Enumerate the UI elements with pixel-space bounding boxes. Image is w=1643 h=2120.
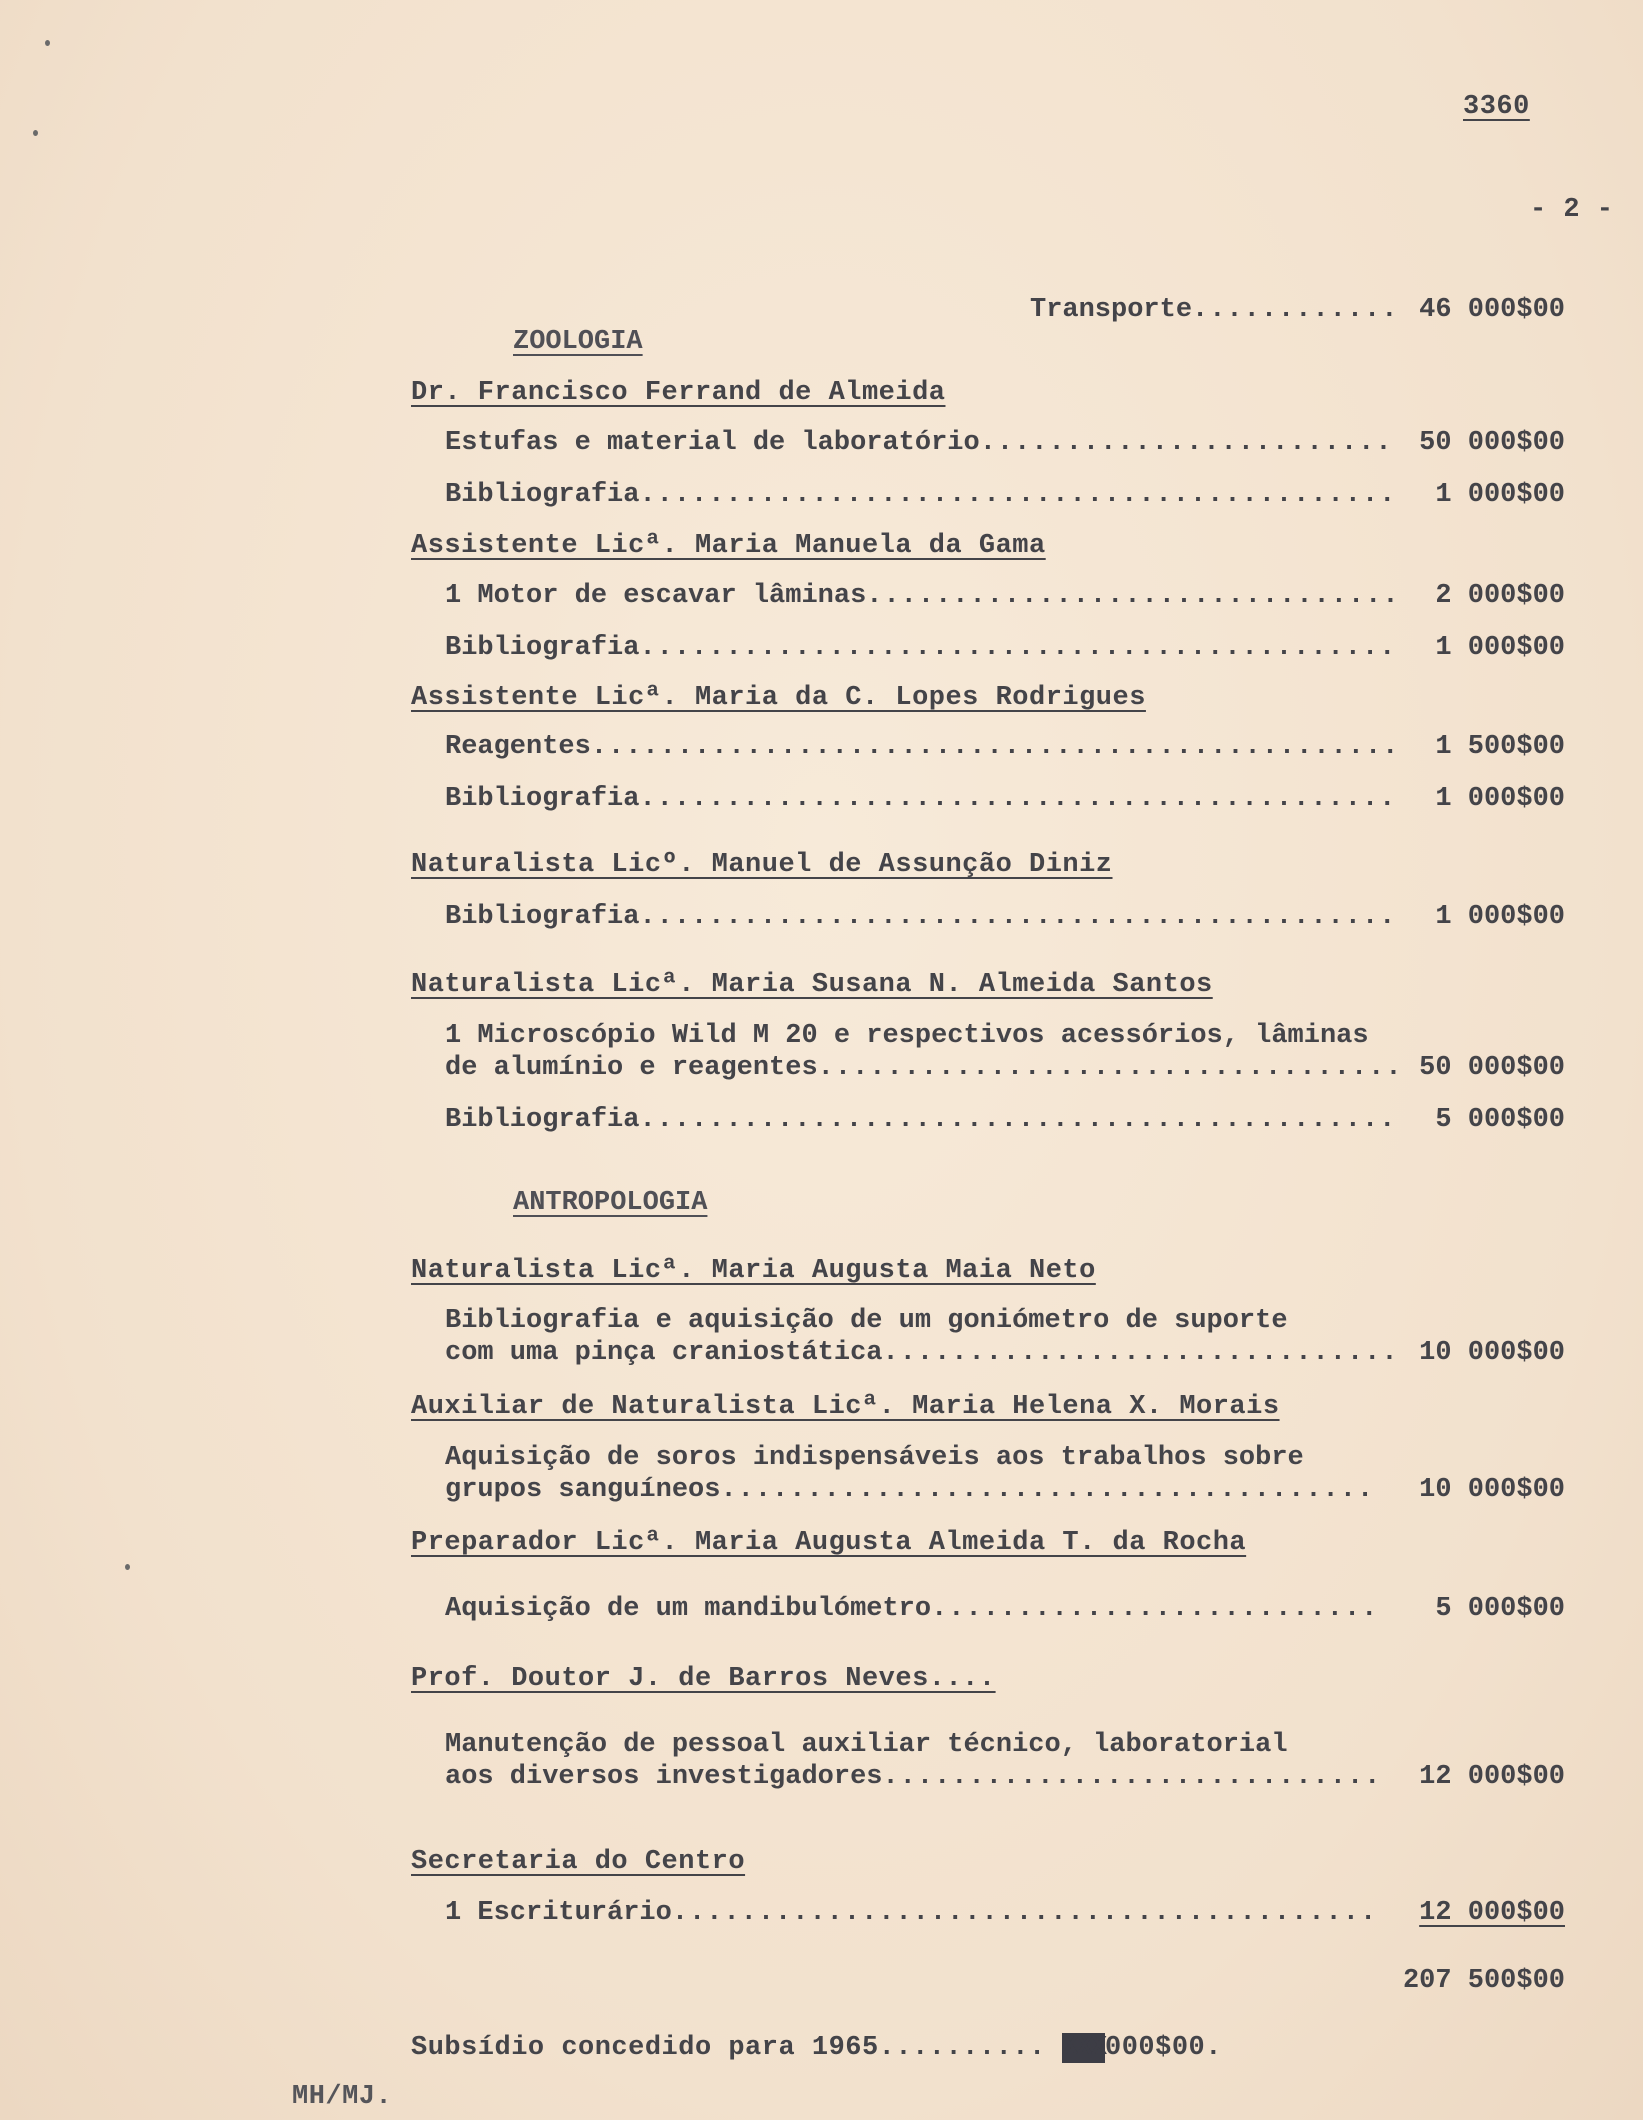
- line-item: [445, 732, 1398, 762]
- item-amount: 12 000$00: [1419, 1762, 1565, 1792]
- line-item: [445, 1338, 1398, 1368]
- person-name: Prof. Doutor J. de Barros Neves....: [411, 1664, 996, 1694]
- line-item: [445, 784, 1398, 814]
- line-item: [445, 902, 1398, 932]
- subsidy-line: [411, 2033, 1222, 2063]
- item-amount: 1 000$00: [1435, 480, 1565, 510]
- item-label: Aquisição de um mandibulómetro: [445, 1594, 932, 1624]
- typist-initials: MH/MJ.: [292, 2082, 393, 2112]
- item-label-line1: Manutenção de pessoal auxiliar técnico, laboratorial: [445, 1730, 1288, 1760]
- item-amount: 5 000$00: [1435, 1594, 1565, 1624]
- item-amount: 50 000$00: [1419, 1053, 1565, 1083]
- transport-label: Transporte: [1030, 295, 1193, 325]
- page-number: 3360: [1463, 92, 1530, 122]
- line-item: [445, 581, 1398, 611]
- item-label: com uma pinça craniostática: [445, 1338, 883, 1368]
- item-amount: 1 000$00: [1435, 784, 1565, 814]
- item-label: aos diversos investigadores: [445, 1762, 883, 1792]
- page-marker: - 2 -: [1530, 195, 1614, 225]
- grand-total: 207 500$00: [1402, 1966, 1565, 1996]
- item-label-line1: 1 Microscópio Wild M 20 e respectivos acessórios, lâminas: [445, 1021, 1369, 1051]
- item-label-line1: Bibliografia e aquisição de um goniómetro de suporte: [445, 1306, 1288, 1336]
- person-heading: Secretaria do Centro: [411, 1847, 746, 1877]
- person-heading: Preparador Licª. Maria Augusta Almeida T. da Rocha: [411, 1528, 1247, 1558]
- paper-speck: [33, 130, 38, 136]
- item-amount: 12 000$00: [1419, 1898, 1565, 1928]
- struck-amount-redaction: XXX: [1062, 2033, 1106, 2063]
- line-item: [445, 1105, 1398, 1135]
- person-heading: Auxiliar de Naturalista Licª. Maria Helena X. Morais: [411, 1392, 1280, 1422]
- item-label: Estufas e material de laboratório: [445, 428, 980, 458]
- person-heading: Dr. Francisco Ferrand de Almeida: [411, 378, 946, 408]
- item-label: Bibliografia: [445, 480, 640, 510]
- item-label: de alumínio e reagentes: [445, 1053, 818, 1083]
- item-amount: 1 500$00: [1435, 732, 1565, 762]
- section-title-antropologia: ANTROPOLOGIA: [513, 1188, 708, 1218]
- line-item: [445, 1053, 1398, 1083]
- item-amount: 10 000$00: [1419, 1475, 1565, 1505]
- item-amount: 1 000$00: [1435, 633, 1565, 663]
- item-label: Reagentes: [445, 732, 591, 762]
- item-label: 1 Escriturário: [445, 1898, 672, 1928]
- person-heading: [411, 1664, 996, 1694]
- item-amount: 2 000$00: [1435, 581, 1565, 611]
- item-label: Bibliografia: [445, 1105, 640, 1135]
- line-item: [445, 1594, 1380, 1624]
- line-item: [445, 633, 1398, 663]
- item-amount: 10 000$00: [1419, 1338, 1565, 1368]
- item-label: Bibliografia: [445, 784, 640, 814]
- item-amount: 1 000$00: [1435, 902, 1565, 932]
- line-item: [445, 1475, 1380, 1505]
- paper-speck: [45, 40, 50, 46]
- item-label: grupos sanguíneos: [445, 1475, 721, 1505]
- transport-amount: 46 000$00: [1419, 295, 1565, 325]
- transport-line: [1030, 295, 1398, 325]
- item-label: 1 Motor de escavar lâminas: [445, 581, 867, 611]
- person-heading: Assistente Licª. Maria Manuela da Gama: [411, 531, 1046, 561]
- line-item: [445, 1898, 1380, 1928]
- person-heading: Naturalista Licª. Maria Augusta Maia Neto: [411, 1256, 1096, 1286]
- item-amount: 50 000$00: [1419, 428, 1565, 458]
- item-label: Bibliografia: [445, 633, 640, 663]
- person-heading: Naturalista Licº. Manuel de Assunção Diniz: [411, 850, 1113, 880]
- section-title-zoologia: ZOOLOGIA: [513, 327, 643, 357]
- paper-speck: [125, 1564, 130, 1570]
- subsidy-label: Subsídio concedido para 1965..........: [411, 2033, 1046, 2063]
- item-label-line1: Aquisição de soros indispensáveis aos trabalhos sobre: [445, 1443, 1304, 1473]
- line-item: [445, 1762, 1380, 1792]
- line-item: [445, 428, 1398, 458]
- line-item: [445, 480, 1398, 510]
- subsidy-amount: 000$00.: [1105, 2033, 1222, 2063]
- person-heading: Naturalista Licª. Maria Susana N. Almeida Santos: [411, 970, 1213, 1000]
- item-label: Bibliografia: [445, 902, 640, 932]
- person-heading: Assistente Licª. Maria da C. Lopes Rodrigues: [411, 683, 1146, 713]
- item-amount: 5 000$00: [1435, 1105, 1565, 1135]
